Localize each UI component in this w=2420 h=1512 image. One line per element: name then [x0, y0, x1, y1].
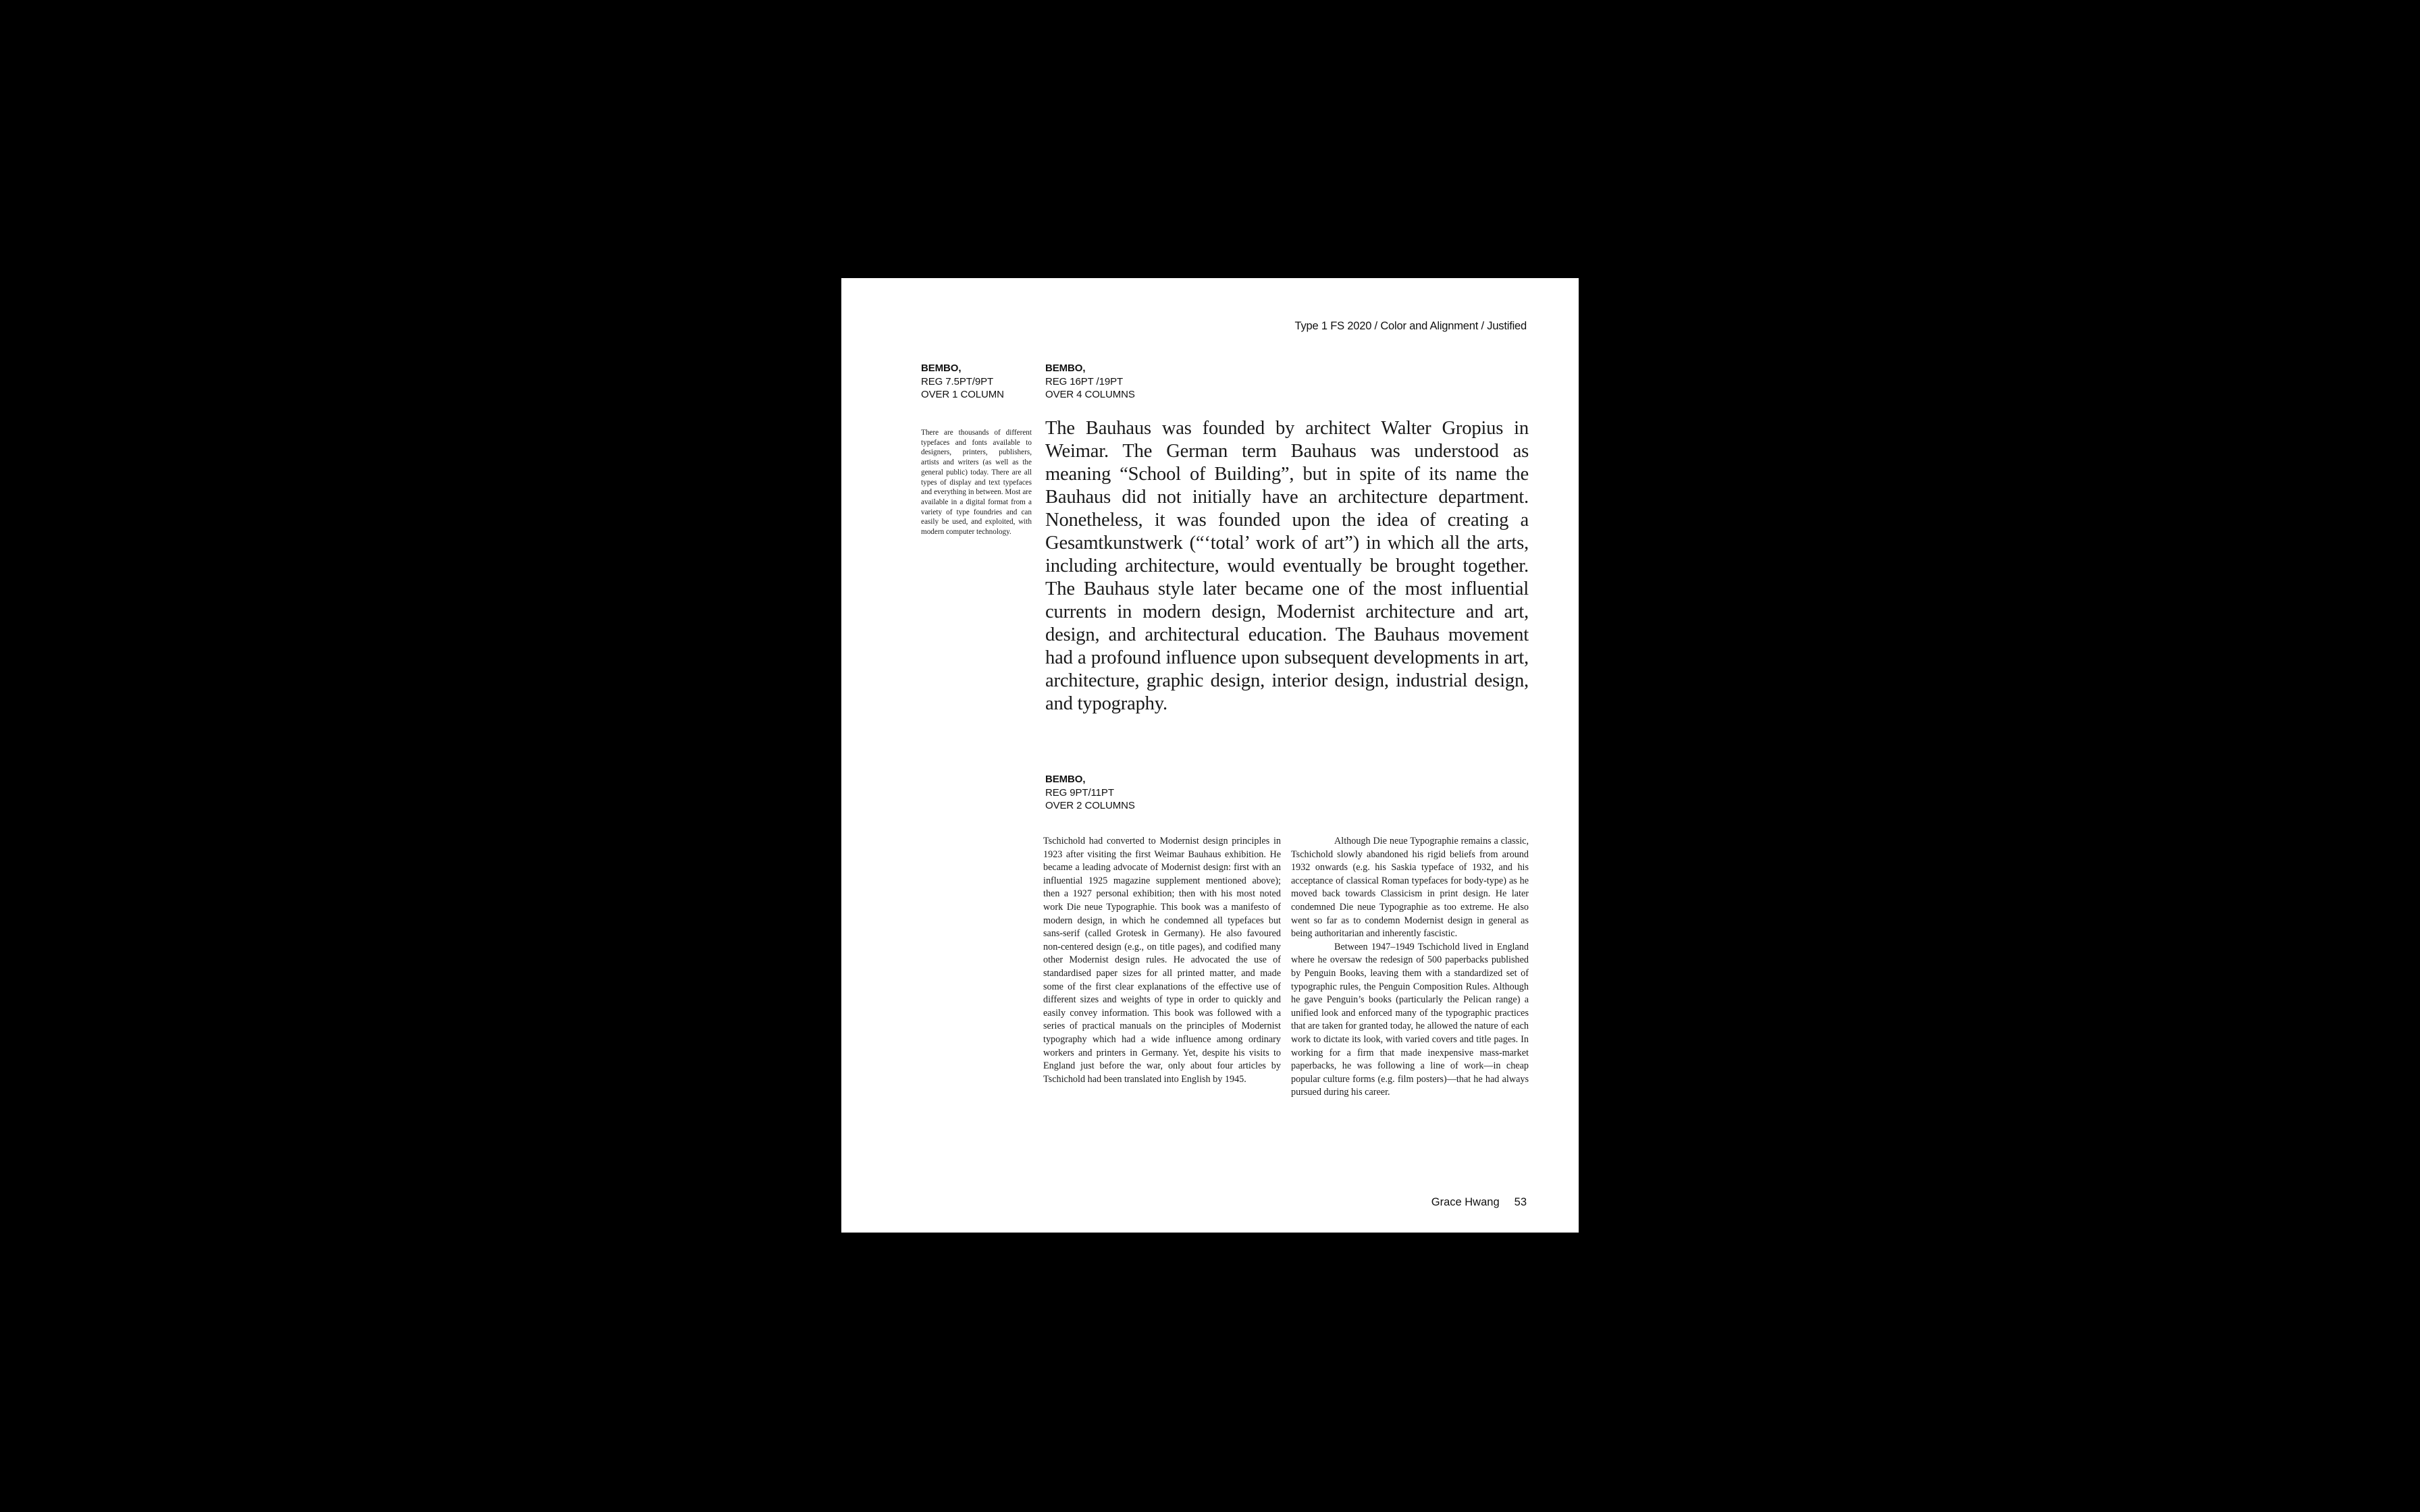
spec-size: REG 16PT /19PT: [1045, 375, 1124, 387]
paragraph: Although Die neue Typographie remains a classic, Tschichold slowly abandoned his rigid beliefs from around 1932 onwards (e.g. his Saskia typeface of 1932, and his acceptance of classical Roman typefaces for body-type) as he moved back towards Classicism in print design. He later condemned Die neue Typographie as too extreme. He also went so far as to condemn Modernist design in general as being authoritarian and inherently fascistic.: [1291, 836, 1529, 940]
page-footer: [1431, 1196, 1527, 1209]
author-name: Grace Hwang: [1431, 1196, 1500, 1208]
spec-columns: OVER 4 COLUMNS: [1045, 389, 1135, 400]
text-column-right: [1291, 835, 1529, 1125]
spec-size: REG 7.5PT/9PT: [921, 375, 994, 387]
spec-typeface: BEMBO,: [921, 362, 962, 374]
spec-columns: OVER 2 COLUMNS: [1045, 800, 1135, 811]
paragraph: Tschichold had converted to Modernist design principles in 1923 after visiting the first Weimar Bauhaus exhibition. He became a leading advocate of Modernist design: first with an influential 1925 magazine supplement mentioned above); then a 1927 personal exhibition; then with his most noted work Die neue Typographie. This book was a manifesto of modern design, in which he condemned all typefaces but sans-serif (called Grotesk in Germany). He also favoured non-centered design (e.g., on title pages), and codified many other Modernist design rules. He advocated the use of standardised paper sizes for all printed matter, and made some of the first clear explanations of the effective use of different sizes and weights of type in order to quickly and easily convey information. This book was followed with a series of practical manuals on the principles of Modernist typography which had a wide influence among ordinary workers and printers in Germany. Yet, despite his visits to England just before the war, only about four articles by Tschichold had been translated into English by 1945.: [1043, 836, 1281, 1085]
type-spec-2-columns: [1045, 773, 1135, 813]
spec-columns: OVER 1 COLUMN: [921, 389, 1004, 400]
sample-text-large: The Bauhaus was founded by architect Walter Gropius in Weimar. The German term Bauhaus was understood as meaning “School of Building”, but in spite of its name the Bauhaus did not initially have an architecture department. Nonetheless, it was founded upon the idea of creating a Gesamtkunstwerk (“‘total’ work of art”) in which all the arts, including architecture, would eventually be brought together. The Bauhaus style later became one of the most influential currents in modern design, Modernist architecture and art, design, and architectural education. The Bauhaus movement had a profound influence upon subsequent developments in art, architecture, graphic design, interior design, industrial design, and typography.: [1045, 418, 1529, 714]
sample-text-small: There are thousands of different typefaces and fonts available to designers, printers, publishers, artists and writers (as well as the general public) today. There are all types of display and text typefaces and everything in between. Most are available in a digital format from a variety of type foundries and can easily be used, and exploited, with modern computer technology.: [921, 429, 1032, 537]
running-head: Type 1 FS 2020 / Color and Alignment / Justified: [1294, 320, 1527, 332]
type-spec-1-column: [921, 362, 1004, 402]
text-column-left: [1043, 835, 1281, 1125]
document-page: [841, 278, 1579, 1233]
type-spec-4-columns: [1045, 362, 1135, 402]
page-number: 53: [1514, 1196, 1527, 1208]
spec-size: REG 9PT/11PT: [1045, 786, 1114, 799]
two-column-text: [1043, 835, 1529, 1125]
spec-typeface: BEMBO,: [1045, 362, 1086, 374]
paragraph: Between 1947–1949 Tschichold lived in England where he oversaw the redesign of 500 paperbacks published by Penguin Books, leaving them with a standardized set of typographic rules, the Penguin Composition Rules. Although he gave Penguin’s books (particularly the Pelican range) a unified look and enforced many of the typographic practices that are taken for granted today, he allowed the nature of each work to dictate its look, with varied covers and title pages. In working for a firm that made inexpensive mass-market paperbacks, he was following a line of work—in cheap popular culture forms (e.g. film posters)—that he had always pursued during his career.: [1291, 941, 1529, 1098]
spec-typeface: BEMBO,: [1045, 774, 1086, 785]
